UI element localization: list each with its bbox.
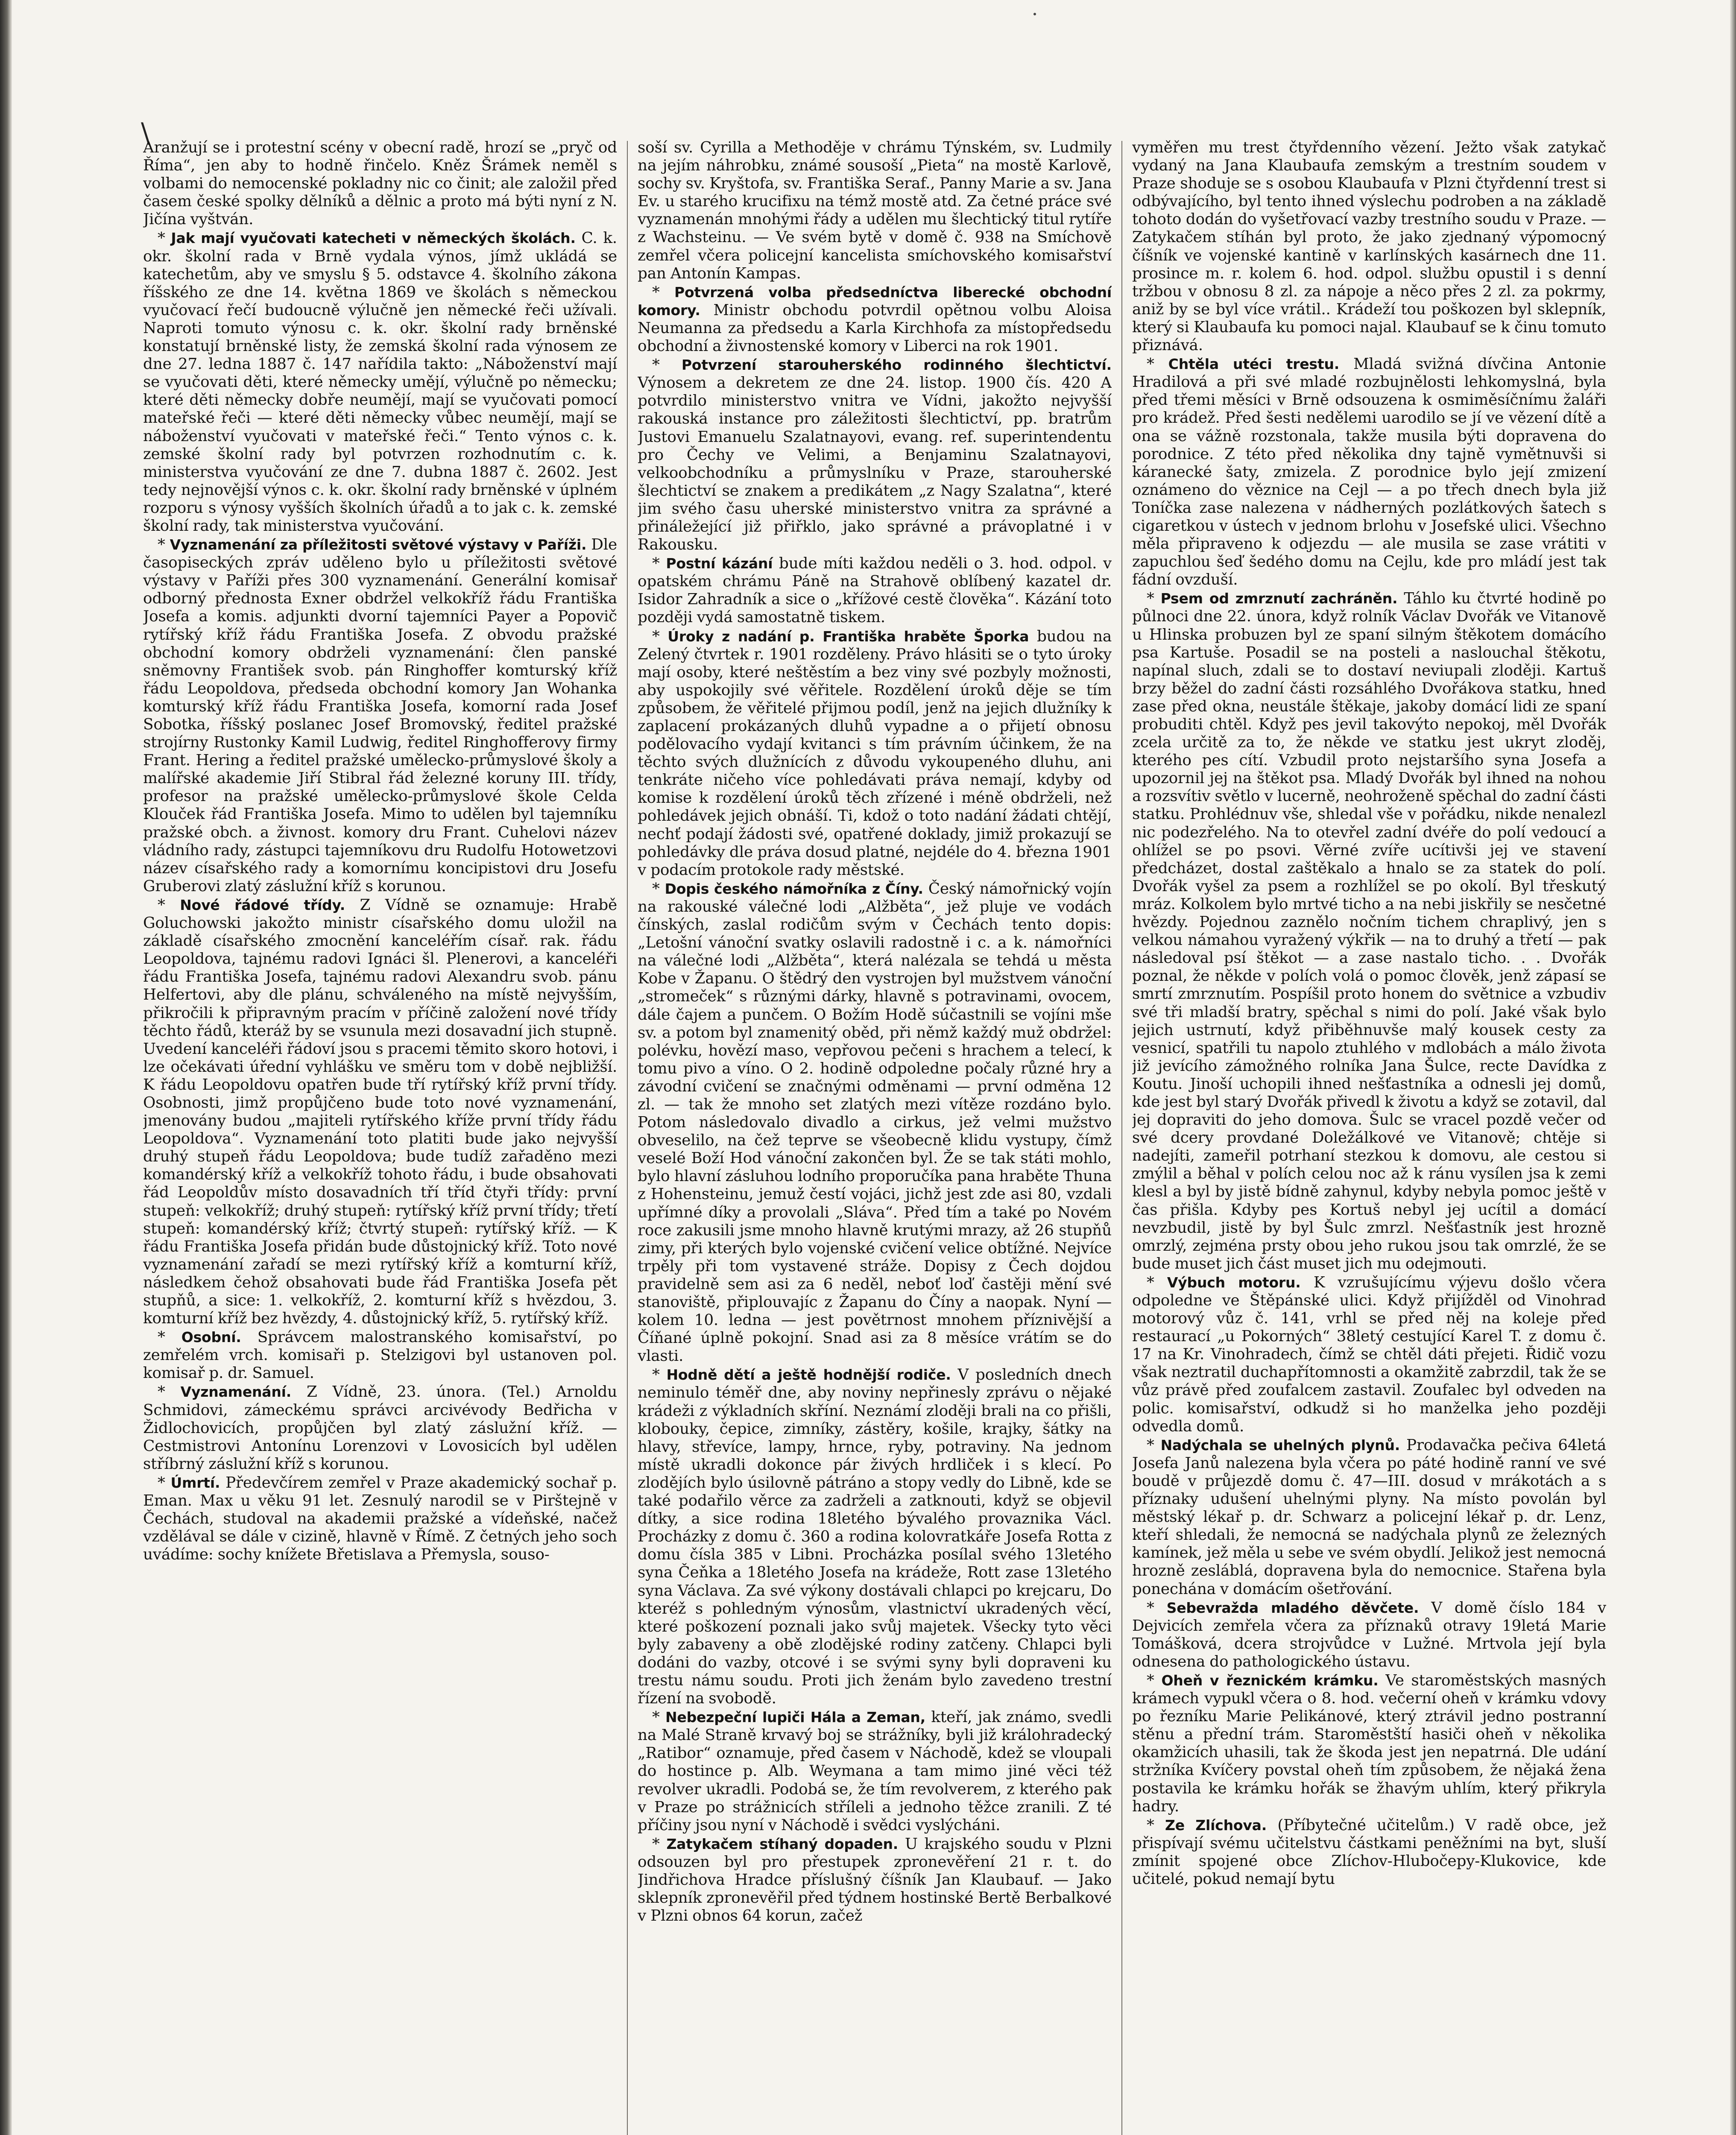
- article-paragraph: * Jak mají vyučovati katecheti v německých školách. C. k. okr. školní rada v Brně vydala výnos, jímž ukládá se katechetům, aby ve smyslu § 5. odstavce 4. školního zákona říšského ze dne 14. května 1869 ve školách s německou vyučovací řečí budoucně výlučně jen německé řeči užívali. Naproti tomuto výnosu c. k. okr. školní rady brněnské konstatují brněnské listy, že zemská školní rada výnosem ze dne 27. ledna 1887 č. 147 nařídila takto: „Náboženství mají se vyučovati děti, které německy umějí, výlučně po německu; které děti německy dobře neumějí, mají se vyučovati pomocí mateřské řeči — které děti německy vůbec neumějí, mají se náboženství vyučovati v mateřské řeči.“ Tento výnos c. k. zemské školní rady byl potvrzen rozhodnutím c. k. ministerstva vyučování ze dne 7. dubna 1887 č. 2602. Jest tedy nejnovější výnos c. k. okr. školní rady brněnské v úplném rozporu s výnosy vyšších školních úřadů a to jak c. k. zemské školní rady, tak ministerstva vyučování.: [143, 229, 617, 535]
- article-text: bude míti každou neděli o 3. hod. odpol. v opatském chrámu Páně na Strahově oblíbený kazatel dr. Isidor Zahradník a sice o „křížové cestě člověka“. Kázání toto později vydá samostatně tiskem.: [638, 555, 1112, 626]
- article-text: Výnosem a dekretem ze dne 24. listop. 1900 čís. 420 A potvrdilo ministerstvo vnitra ve Vídni, jakožto nejvyšší rakouská instance pro záležitosti šlechtictví, pp. bratrům Justovi Emanuelu Szalatnayovi, evang. ref. superintendentu pro Čechy ve Velimi, a Benjaminu Szalatnayovi, velkoobchodníku a průmyslníku v Praze, starouherské šlechtictví se znakem a predikátem „z Nagy Szalatna“, které jim svého času uherské ministerstvo vnitra za správné a přináležející již přiřklo, jako správné a právoplatné i v Rakousku.: [638, 374, 1112, 554]
- article-headline: Sebevražda mladého děvčete.: [1166, 1599, 1419, 1616]
- column-1: [143, 139, 617, 2135]
- article-headline: Výbuch motoru.: [1167, 1274, 1301, 1291]
- article-headline: Chtěla utéci trestu.: [1168, 356, 1340, 373]
- article-paragraph: * Osobní. Správcem malostranského komisařství, po zemřelém vrch. komisaři p. Stelzigovi byl ustanoven pol. komisař p. dr. Samuel.: [143, 1328, 617, 1382]
- column-3: [1132, 139, 1606, 2135]
- article-headline: Hodně dětí a ještě hodnější rodiče.: [666, 1366, 951, 1383]
- article-text: Ve staroměstských masných krámech vypukl včera o 8. hod. večerní oheň v krámku vdovy po řezníku Marie Pelikánové, který ztrávil jedno postranní stěnu a přední trám. Staroměstští hasiči oheň v několika okamžicích uhasili, tak že škoda jest jen nepatrná. Dle udání stržníka Kvíčery povstal oheň tím způsobem, že nějaká žena postavila ke krámku hořák se žhavým uhlím, který přikryla hadry.: [1132, 1671, 1606, 1815]
- article-paragraph: [143, 139, 617, 228]
- article-headline: Postní kázání: [666, 555, 773, 572]
- article-paragraph: * Nové řádové třídy. Z Vídně se oznamuje: Hrabě Goluchowski jakožto ministr císařského domu uložil na základě císařského zmocnění kanceléřím císař. rak. řádu Leopoldova, tajnému radovi Ignáci šl. Plenerovi, a kanceléři řádu Františka Josefa, tajnému radovi Alexandru svob. pánu Helfertovi, aby dle plánu, schváleného na místě nejvyšším, přikročili k připravným pracím v příčině založení nové třídy těchto řádů, kteráž by se vsunula mezi dosavadní jich stupně. Uvedení kanceléři řádoví jsou s pracemi těmito skoro hotovi, i lze očekávati úřední vyhlášku ve směru tom v době nejbližší. K řádu Leopoldovu opatřen bude tří rytířský kříž první třídy. Osobnosti, jimž propůjčeno bude toto nové vyznamenání, jmenovány budou „majiteli rytířského kříže první třídy řádu Leopoldova“. Vyznamenání toto platiti bude jako nejvyšší druhý stupeň řádu Leopoldova; bude tudíž zařaděno mezi komandérský kříž a velkokříž tohoto řádu, i bude obsahovati řád Leopoldův místo dosavadních tří tříd čtyři třídy: první stupeň: velkokříž; druhý stupeň: rytířský kříž první třídy; třetí stupeň: komandérský kříž; čtvrtý stupeň: rytířský kříž. — K řádu Františka Josefa přidán bude důstojnický kříž. Toto nové vyznamenání zařadí se mezi rytířský kříž a komturní kříž, následkem čehož obsahovati bude řád Františka Josefa pět stupňů, a sice: 1. velkokříž, 2. komturní kříž s hvězdou, 3. komturní kříž bez hvězdy, 4. důstojnický kříž, 5. rytířský kříž.: [143, 896, 617, 1328]
- article-paragraph: * Úmrtí. Předevčírem zemřel v Praze akademický sochař p. Eman. Max u věku 91 let. Zesnulý narodil se v Pirštejně v Čechách, studoval na akademii pražské a vídeňské, načež vzdělával se dále v cizině, hlavně v Římě. Z četných jeho soch uvádíme: sochy knížete Břetislava a Přemysla, souso-: [143, 1474, 617, 1564]
- article-paragraph: * Ze Zlíchova. (Příbytečné učitelům.) V radě obce, jež přispívají svému učitelstvu částkami peněžními na byt, sluší zmínit spojené obce Zlíchov-Hlubočepy-Klukovice, kde učitelé, pokud nemají bytu: [1132, 1816, 1606, 1888]
- article-text: V domě číslo 184 v Dejvicích zemřela včera za příznaků otravy 19letá Marie Tomášková, dcera strojvůdce v Lužné. Mrtvola její byla odnesena do pathologického ústavu.: [1132, 1599, 1606, 1670]
- article-paragraph: * Potvrzená volba předsedníctva liberecké obchodní komory. Ministr obchodu potvrdil opětnou volbu Aloisa Neumanna za předsedu a Karla Kirchhofa za místopředsedu obchodní a živnostenské komory v Liberci na rok 1901.: [638, 283, 1112, 355]
- article-paragraph: * Zatykačem stíhaný dopaden. U krajského soudu v Plzni odsouzen byl pro přestupek zpronevěření 21 r. t. do Jindřichova Hradce příslušný číšník Jan Klaubauf. — Jako sklepník zpronevěřil před týdnem hostinské Bertě Berbalkové v Plzni obnos 64 korun, začež: [638, 1835, 1112, 1925]
- article-paragraph: * Dopis českého námořníka z Číny. Český námořnický vojín na rakouské válečné lodi „Alžběta“, jež pluje ve vodách čínských, zaslal rodičům svým v Čechách tento dopis: „Letošní vánoční svatky oslavili radostně i c. a k. námořníci na válečné lodi „Alžběta“, která nalézala se tehdá u města Kobe v Žapanu. O štědrý den vystrojen byl mužstvem vánoční „stromeček“ s různými dárky, hlavně s potravinami, ovocem, dále čajem a punčem. O Božím Hodě súčastnili se vojíni mše sv. a potom byl znamenitý oběd, při němž každý muž obdržel: polévku, hovězí maso, vepřovou pečeni s hrachem a telecí, k tomu pivo a víno. O 2. hodině odpoledne počaly různé hry a závodní cvičení se značnými odměnami — první odměna 12 zl. — tak že mnoho set zlatých mezi vítěze rozdáno bylo. Potom následovalo divadlo a cirkus, jež velmi mužstvo obveselilo, na čež teprve se všeobecně klidu vystupy, čímž veselé Boží Hod vánoční zakončen byl. Že se tak státi mohlo, bylo hlavní zásluhou lodního proporučíka pana hraběte Thuna z Hohensteinu, jemuž čestí vojáci, jichž jest zde asi 80, vzdali upřímné díky a provolali „Sláva“. Před tím a také po Novém roce zakusili jsme mnoho hlavně krutými mrazy, až 26 stupňů zimy, při kterých bylo vojenské cvičení velice obtížné. Nejvíce trpěly při tom vystavené stráže. Dopisy z Čech dojdou pravidelně sem asi za 6 neděl, neboť loď častěji mění své stanoviště, připlouvajíc z Žapanu do Číny a naopak. Nyní — kolem 10. ledna — jest povětrnost mnohem příznivější a Číňané úplně pokojní. Snad asi za 8 měsíce vrátím se do vlasti.: [638, 880, 1112, 1365]
- article-headline: Úmrtí.: [170, 1474, 220, 1491]
- article-text: C. k. okr. školní rada v Brně vydala výnos, jímž ukládá se katechetům, aby ve smyslu § 5. odstavce 4. školního zákona říšského ze dne 14. května 1869 ve školách s německou vyučovací řečí budoucně výlučně jen německé řeči užívali. Naproti tomuto výnosu c. k. okr. školní rady brněnské konstatují brněnské listy, že zemská školní rada výnosem ze dne 27. ledna 1887 č. 147 nařídila takto: „Náboženství mají se vyučovati děti, které německy umějí, výlučně po německu; které děti německy dobře neumějí, mají se vyučovati pomocí mateřské řeči — které děti německy vůbec neumějí, mají se náboženství vyučovati v mateřské řeči.“ Tento výnos c. k. zemské školní rady byl potvrzen rozhodnutím c. k. ministerstva vyučování ze dne 7. dubna 1887 č. 2602. Jest tedy nejnovější výnos c. k. okr. školní rady brněnské v úplném rozporu s výnosy vyšších školních úřadů a to jak c. k. zemské školní rady, tak ministerstva vyučování.: [143, 229, 617, 535]
- article-text: Z Vídně se oznamuje: Hrabě Goluchowski jakožto ministr císařského domu uložil na základě císařského zmocnění kanceléřím císař. rak. řádu Leopoldova, tajnému radovi Ignáci šl. Plenerovi, a kanceléři řádu Františka Josefa, tajnému radovi Alexandru svob. pánu Helfertovi, aby dle plánu, schváleného na místě nejvyšším, přikročili k připravným pracím v příčině založení nové třídy těchto řádů, kteráž by se vsunula mezi dosavadní jich stupně. Uvedení kanceléři řádoví jsou s pracemi těmito skoro hotovi, i lze očekávati úřední vyhlášku ve směru tom v době nejbližší. K řádu Leopoldovu opatřen bude tří rytířský kříž první třídy. Osobnosti, jimž propůjčeno bude toto nové vyznamenání, jmenovány budou „majiteli rytířského kříže první třídy řádu Leopoldova“. Vyznamenání toto platiti bude jako nejvyšší druhý stupeň řádu Leopoldova; bude tudíž zařaděno mezi komandérský kříž a velkokříž tohoto řádu, i bude obsahovati řád Leopoldův místo dosavadních tří tříd čtyři třídy: první stupeň: velkokříž; druhý stupeň: rytířský kříž první třídy; třetí stupeň: komandérský kříž; čtvrtý stupeň: rytířský kříž. — K řádu Františka Josefa přidán bude důstojnický kříž. Toto nové vyznamenání zařadí se mezi rytířský kříž a komturní kříž, následkem čehož obsahovati bude řád Františka Josefa pět stupňů, a sice: 1. velkokříž, 2. komturní kříž s hvězdou, 3. komturní kříž bez hvězdy, 4. důstojnický kříž, 5. rytířský kříž.: [143, 896, 617, 1328]
- article-headline: Nebezpeční lupiči Hála a Zeman,: [665, 1709, 926, 1726]
- article-headline: Dopis českého námořníka z Číny.: [665, 880, 923, 897]
- article-text: Ministr obchodu potvrdil opětnou volbu Aloisa Neumanna za předsedu a Karla Kirchhofa za místopředsedu obchodní a živnostenské komory v Liberci na rok 1901.: [638, 301, 1112, 355]
- article-paragraph: * Psem od zmrznutí zachráněn. Táhlo ku čtvrté hodině po půlnoci dne 22. února, když rolník Václav Dvořák ve Vitanově u Hlinska probuzen byl ze spaní silným štěkotem domácího psa Kartuše. Posadil se na posteli a naslouchal štěkotu, napínal sluch, zdali se to dostaví neviupali zloději. Kartuš brzy běžel do zadní části rozsáhlého Dvořákova statku, hned zase před okna, neustále štěkaje, jakoby domácí lidi ze spaní probuditi chtěl. Když pes jevil takovýto nepokoj, měl Dvořák zcela určitě za to, že někde ve statku jest ukryt zloděj, kterého pes cítí. Vzbudil proto nejstaršího syna Josefa a upozornil jej na štěkot psa. Mladý Dvořák byl ihned na nohou a rozsvítiv světlo v lucerně, neohroženě spěchal do zadní části statku. Prohlédnuv vše, shledal vše v pořádku, nikde nenalezl nic podezřelého. Na to otevřel zadní dvéře do polí vedoucí a ohlížel se po psovi. Věrné zvíře ucítivši jej ve stavení předcházet, dostal zaštěkalo a hnalo se za statek do polí. Dvořák vyšel za psem a rozhlížel se po okolí. Byl třeskutý mráz. Kolkolem bylo mrtvé ticho a na nebi jiskřily se nesčetné hvězdy. Pojednou zaznělo nočním tichem chraplivý, jen s velkou námahou vyražený výkřik — na to druhý a třetí — pak následoval psí štěkot — a zase nastalo ticho. . . Dvořák poznal, že někde v polích volá o pomoc člověk, jenž zápasí se smrtí zmrznutím. Pospíšil proto honem do světnice a vzbudiv své tři mladší bratry, spěchal s nimi do polí. Jaké však bylo jejich ustrnutí, když přiběhnuvše malý kousek cesty za vesnicí, spatřili tu napolo ztuhlého v mdlobách a málo života již jevícího zámožného rolníka Jana Šulce, recte Davídka z Koutu. Jinoší uchopili ihned nešťastníka a odnesli jej domů, kde jest byl starý Dvořák přivedl k životu a když se zotavil, dal jej dopraviti do jeho domova. Šulc se vracel pozdě večer od své dcery provdané Doležálkové ve Vitanově; chtěje si nadejíti, zameřil potrhaní stezkou k domovu, ale cestou si zmýlil a běhal v polích celou noc až k ránu vysílen jsa k zemi klesl a byl by jistě bídně zahynul, kdyby nebyla pomoc ještě v čas přišla. Kdyby pes Kortuš nebyl jej ucítil a domácí nevzbudil, jistě by byl Šulc zmrzl. Nešťastník jest hrozně omrzlý, zejména prsty obou jeho rukou jsou tak omrzlé, že se bude muset jich část muset jich mu odejmouti.: [1132, 590, 1606, 1272]
- article-headline: Zatykačem stíhaný dopaden.: [666, 1835, 899, 1852]
- article-paragraph: * Výbuch motoru. K vzrušujícímu výjevu došlo včera odpoledne ve Štěpánské ulici. Když přijížděl od Vinohrad motorový vůz č. 141, vrhl se před něj na koleje před restaurací „u Pokorných“ 38letý cestující Karel T. z domu č. 17 na Kr. Vinohradech, čímž se chtěl dáti přejeti. Řidič vozu však neztratil duchapřítomnosti a okamžitě zabrzdil, tak že se vůz právě před zoufalcem zastavil. Zoufalec byl odveden na polic. komisařství, odkudž si ho manželka jeho později odvedla domů.: [1132, 1273, 1606, 1435]
- article-text: Dle časopiseckých zpráv uděleno bylo u příležitosti světové výstavy v Paříži přes 300 vyznamenání. Generální komisař odborný přednosta Exner obdržel velkokříž řádu Františka Josefa a komis. adjunkti dvorní tajemníci Payer a Popovič rytířský kříž řádu Františka Josefa. Z obvodu pražské obchodní komory obdrželi vyznamenání: člen panské sněmovny František svob. pán Ringhoffer komturský kříž řádu Leopoldova, předseda obchodní komory Jan Wohanka komturský kříž řádu Františka Josefa, komorní rada Josef Sobotka, říšský poslanec Josef Bromovský, ředitel pražské strojírny Rustonky Kamil Ludwig, ředitel Ringhofferovy firmy Frant. Hering a ředitel pražské umělecko-průmyslové školy a malířské akademie Jiří Stibral řád železné koruny III. třídy, profesor na pražské umělecko-průmyslové škole Celda Klouček řád Františka Josefa. Mimo to udělen byl tajemníku pražské obch. a živnost. komory dru Frant. Cuhelovi název vládního rady, zástupci tajemníkovu dru Rudolfu Hotowetzovi název císařského rady a komornímu koncipistovi dru Josefu Gruberovi zlatý záslužní kříž s korunou.: [143, 536, 617, 895]
- article-text: K vzrušujícímu výjevu došlo včera odpoledne ve Štěpánské ulici. Když přijížděl od Vinohrad motorový vůz č. 141, vrhl se před něj na koleje před restaurací „u Pokorných“ 38letý cestující Karel T. z domu č. 17 na Kr. Vinohradech, čímž se chtěl dáti přejeti. Řidič vozu však neztratil duchapřítomnosti a okamžitě zabrzdil, tak že se vůz právě před zoufalcem zastavil. Zoufalec byl odveden na polic. komisařství, odkudž si ho manželka jeho později odvedla domů.: [1132, 1273, 1606, 1435]
- article-text: U krajského soudu v Plzni odsouzen byl pro přestupek zpronevěření 21 r. t. do Jindřichova Hradce příslušný číšník Jan Klaubauf. — Jako sklepník zpronevěřil před týdnem hostinské Bertě Berbalkové v Plzni obnos 64 korun, začež: [638, 1835, 1112, 1925]
- article-text: kteří, jak známo, svedli na Malé Straně krvavý boj se strážníky, byli již králohradecký „Ratibor“ oznamuje, před časem v Náchodě, kdež se vloupali do hostince p. Alb. Weymana a tam mimo jiné věci též revolver ukradli. Podobá se, že tím revolverem, z kterého pak v Praze po strážnicích stříleli a jednoho těžce zranili. Z té příčiny jsou nyní v Náchodě i svědci vyslýcháni.: [638, 1708, 1112, 1834]
- article-paragraph: * Vyznamenání za příležitosti světové výstavy v Paříži. Dle časopiseckých zpráv uděleno bylo u příležitosti světové výstavy v Paříži přes 300 vyznamenání. Generální komisař odborný přednosta Exner obdržel velkokříž řádu Františka Josefa a komis. adjunkti dvorní tajemníci Payer a Popovič rytířský kříž řádu Františka Josefa. Z obvodu pražské obchodní komory obdrželi vyznamenání: člen panské sněmovny František svob. pán Ringhoffer komturský kříž řádu Leopoldova, předseda obchodní komory Jan Wohanka komturský kříž řádu Františka Josefa, komorní rada Josef Sobotka, říšský poslanec Josef Bromovský, ředitel pražské strojírny Rustonky Kamil Ludwig, ředitel Ringhofferovy firmy Frant. Hering a ředitel pražské umělecko-průmyslové školy a malířské akademie Jiří Stibral řád železné koruny III. třídy, profesor na pražské umělecko-průmyslové škole Celda Klouček řád Františka Josefa. Mimo to udělen byl tajemníku pražské obch. a živnost. komory dru Frant. Cuhelovi název vládního rady, zástupci tajemníkovu dru Rudolfu Hotowetzovi název císařského rady a komornímu koncipistovi dru Josefu Gruberovi zlatý záslužní kříž s korunou.: [143, 536, 617, 895]
- article-headline: Potvrzená volba předsedníctva liberecké obchodní komory.: [638, 284, 1112, 319]
- article-headline: Úroky z nadání p. Františka hraběte Šporka: [667, 628, 1029, 645]
- print-speck: [1033, 13, 1036, 15]
- article-text: Český námořnický vojín na rakouské válečné lodi „Alžběta“, jež pluje ve vodách čínských, zaslal rodičům svým v Čechách tento dopis: „Letošní vánoční svatky oslavili radostně i c. a k. námořníci na válečné lodi „Alžběta“, která nalézala se tehdá u města Kobe v Žapanu. O štědrý den vystrojen byl mužstvem vánoční „stromeček“ s různými dárky, hlavně s potravinami, ovocem, dále čajem a punčem. O Božím Hodě súčastnili se vojíni mše sv. a potom byl znamenitý oběd, při němž každý muž obdržel: polévku, hovězí maso, vepřovou pečeni s hrachem a telecí, k tomu pivo a víno. O 2. hodině odpoledne počaly různé hry a závodní cvičení se značnými odměnami — první odměna 12 zl. — tak že mnoho set zlatých mezi vítěze rozdáno bylo. Potom následovalo divadlo a cirkus, jež velmi mužstvo obveselilo, na čež teprve se všeobecně klidu vystupy, čímž veselé Boží Hod vánoční zakončen byl. Že se tak státi mohlo, bylo hlavní zásluhou lodního proporučíka pana hraběte Thuna z Hohensteinu, jemuž čestí vojáci, jichž jest zde asi 80, vzdali upřímné díky a provolali „Sláva“. Před tím a také po Novém roce zakusili jsme mnoho hlavně krutými mrazy, až 26 stupňů zimy, při kterých bylo vojenské cvičení velice obtížné. Nejvíce trpěly při tom vystavené stráže. Dopisy z Čech dojdou pravidelně sem asi za 6 neděl, neboť loď častěji mění své stanoviště, připlouvajíc z Žapanu do Číny a naopak. Nyní — kolem 10. ledna — jest povětrnost mnohem příznivější a Číňané úplně pokojní. Snad asi za 8 měsíce vrátím se do vlasti.: [638, 880, 1112, 1365]
- article-headline: Psem od zmrznutí zachráněn.: [1160, 590, 1398, 607]
- article-headline: Jak mají vyučovati katecheti v německých školách.: [171, 230, 576, 247]
- article-text: (Příbytečné učitelům.) V radě obce, jež přispívají svému učitelstvu částkami peněžními na byt, sluší zmínit spojené obce Zlíchov-Hlubočepy-Klukovice, kde učitelé, pokud nemají bytu: [1132, 1816, 1606, 1888]
- article-paragraph: [638, 139, 1112, 283]
- article-paragraph: * Hodně dětí a ještě hodnější rodiče. V posledních dnech neminulo téměř dne, aby noviny nepřinesly zprávu o nějaké krádeži z výkladních skříní. Neznámí zloději brali na co přišli, klobouky, čepice, zimníky, zástěry, košile, krajky, šátky na hlavy, střevíce, lampy, hrnce, ryby, potraviny. Na jednom místě ukradli dokonce pár živých hrdliček i s klecí. Po zlodějích bylo úsilovně pátráno a stopy vedly do Libně, kde se také podařilo věrce za zadrželi a zatknouti, když se objevil dítky, a sice rodina 18letého bývalého provaznika Václ. Procházky z domu č. 360 a rodina kolovratkáře Josefa Rotta z domu čísla 385 v Libni. Procházka posílal svého 13letého syna Čeňka a 18letého Josefa na krádeže, Rott zase 13letého syna Václava. Za své výkony dostávali chlapci po krejcaru, Do kteréž s pohledným výnosům, vlastnictví ukradených věcí, které poškození poznali jako svůj majetek. Všecky tyto věci byly zabaveny a obě zlodějské rodiny zatčeny. Chlapci byli dodáni do vazby, otcové i se svými syny byli dopraveni ku trestu námu soudu. Proti jich ženám bylo zavedeno trestní řízení na svobodě.: [638, 1366, 1112, 1708]
- article-text: budou na Zelený čtvrtek r. 1901 rozděleny. Právo hlásiti se o tyto úroky mají osoby, které neštěstím a bez viny své pozbyly možnosti, aby uspokojily své věřitele. Rozdělení úroků děje se tím způsobem, že věřitelé přijmou podíl, jenž na jejich dlužníky k zaplacení prokázaných dluhů vypadne a o přijetí obnosu podělovacího vydají kvitanci s tím právním účinkem, že na těchto svých dlužnících z důvodu vykoupeného dluhu, ani tenkráte ničeho více pohledávati práva nemají, kdyby od komise k rozdělení úroků těch zřízené i méně obdrželi, než pohledávek jejich obnáší. Ti, kdož o toto nadání žádati chtějí, nechť podají žádosti své, opatřené doklady, jimiž prokazují se pohledávky dle práva dosud platné, nejdéle do 4. března 1901 v podacím protokole rady městské.: [638, 627, 1112, 879]
- article-paragraph: * Vyznamenání. Z Vídně, 23. února. (Tel.) Arnoldu Schmidovi, zámeckému správci arcivévody Bedřicha v Židlochovicích, propůjčen byl zlatý záslužní kříž. — Cestmistrovi Antonínu Lorenzovi v Lovosicích byl udělen stříbrný záslužní kříž s korunou.: [143, 1383, 617, 1473]
- article-columns: [143, 139, 1604, 2135]
- article-headline: Vyznamenání.: [180, 1383, 292, 1401]
- article-paragraph: * Úroky z nadání p. Františka hraběte Šporka budou na Zelený čtvrtek r. 1901 rozděleny. Právo hlásiti se o tyto úroky mají osoby, které neštěstím a bez viny své pozbyly možnosti, aby uspokojily své věřitele. Rozdělení úroků děje se tím způsobem, že věřitelé přijmou podíl, jenž na jejich dlužníky k zaplacení prokázaných dluhů vypadne a o přijetí obnosu podělovacího vydají kvitanci s tím právním účinkem, že na těchto svých dlužnících z důvodu vykoupeného dluhu, ani tenkráte ničeho více pohledávati práva nemají, kdyby od komise k rozdělení úroků těch zřízené i méně obdrželi, než pohledávek jejich obnáší. Ti, kdož o toto nadání žádati chtějí, nechť podají žádosti své, opatřené doklady, jimiž prokazují se pohledávky dle práva dosud platné, nejdéle do 4. března 1901 v podacím protokole rady městské.: [638, 627, 1112, 879]
- article-headline: Osobní.: [181, 1329, 241, 1346]
- article-paragraph: * Chtěla utéci trestu. Mladá svižná dívčina Antonie Hradilová a při své mladé rozbujnělosti lehkomyslná, byla před třemi měsíci v Brně odsouzena k osmiměsíčnímu žaláři pro krádež. Před šesti nedělemi uarodilo se jí ve vězení dítě a ona se vážně rozstonala, takže musila býti dopravena do porodnice. Z této před několika dny tajně vymětnuvši si káranecké šaty, zmizela. Z porodnice bylo její zmizení oznámeno do věznice na Cejl — a po třech dnech byla již Toníčka zase nalezena v nádherných pozlátkových šatech s cigaretkou v ústech v jednom brlohu v Josefské ulici. Všechno měla připraveno k odjezdu — ale musila se zase vrátiti v zapuchlou šeď šedého domu na Cejlu, kde pro mládí jest tak fádní ovzduší.: [1132, 355, 1606, 589]
- article-headline: Potvrzení starouherského rodinného šlechtictví.: [681, 357, 1112, 374]
- article-headline: Nové řádové třídy.: [180, 896, 345, 913]
- article-headline: Oheň v řeznickém krámku.: [1161, 1672, 1379, 1689]
- article-headline: Nadýchala se uhelných plynů.: [1160, 1436, 1400, 1454]
- article-text: Mladá svižná dívčina Antonie Hradilová a při své mladé rozbujnělosti lehkomyslná, byla před třemi měsíci v Brně odsouzena k osmiměsíčnímu žaláři pro krádež. Před šesti nedělemi uarodilo se jí ve vězení dítě a ona se vážně rozstonala, takže musila býti dopravena do porodnice. Z této před několika dny tajně vymětnuvši si káranecké šaty, zmizela. Z porodnice bylo její zmizení oznámeno do věznice na Cejl — a po třech dnech byla již Toníčka zase nalezena v nádherných pozlátkových šatech s cigaretkou v ústech v jednom brlohu v Josefské ulici. Všechno měla připraveno k odjezdu — ale musila se zase vrátiti v zapuchlou šeď šedého domu na Cejlu, kde pro mládí jest tak fádní ovzduší.: [1132, 355, 1606, 589]
- margin-mark: \: [141, 117, 150, 149]
- page-right-edge: [1730, 0, 1736, 2135]
- article-text: Z Vídně, 23. února. (Tel.) Arnoldu Schmidovi, zámeckému správci arcivévody Bedřicha v Židlochovicích, propůjčen byl zlatý záslužní kříž. — Cestmistrovi Antonínu Lorenzovi v Lovosicích byl udělen stříbrný záslužní kříž s korunou.: [143, 1383, 617, 1473]
- article-paragraph: * Nebezpeční lupiči Hála a Zeman, kteří, jak známo, svedli na Malé Straně krvavý boj se strážníky, byli již králohradecký „Ratibor“ oznamuje, před časem v Náchodě, kdež se vloupali do hostince p. Alb. Weymana a tam mimo jiné věci též revolver ukradli. Podobá se, že tím revolverem, z kterého pak v Praze po strážnicích stříleli a jednoho těžce zranili. Z té příčiny jsou nyní v Náchodě i svědci vyslýcháni.: [638, 1708, 1112, 1834]
- article-text: Předevčírem zemřel v Praze akademický sochař p. Eman. Max u věku 91 let. Zesnulý narodil se v Pirštejně v Čechách, studoval na akademii pražské a vídeňské, načež vzdělával se dále v cizině, hlavně v Římě. Z četných jeho soch uvádíme: sochy knížete Břetislava a Přemysla, souso-: [143, 1474, 617, 1564]
- article-headline: Ze Zlíchova.: [1165, 1816, 1267, 1834]
- article-text: Aranžují se i protestní scény v obecní radě, hrozí se „pryč od Říma“, jen aby to hodně řinčelo. Kněz Šrámek neměl s volbami do nemocenské pokladny nic co činit; ale založil před časem české spolky dělníků a dělnic a proto má býti nyní z N. Jičína vyštván.: [143, 139, 617, 228]
- column-2: [638, 139, 1112, 2135]
- article-paragraph: * Potvrzení starouherského rodinného šlechtictví. Výnosem a dekretem ze dne 24. listop. 1900 čís. 420 A potvrdilo ministerstvo vnitra ve Vídni, jakožto nejvyšší rakouská instance pro záležitosti šlechtictví, pp. bratrům Justovi Emanuelu Szalatnayovi, evang. ref. superintendentu pro Čechy ve Velimi, a Benjaminu Szalatnayovi, velkoobchodníku a průmyslníku v Praze, starouherské šlechtictví se znakem a predikátem „z Nagy Szalatna“, které jim svého času uherské ministerstvo vnitra za správné a přináležející již přiřklo, jako správné a právoplatné i v Rakousku.: [638, 356, 1112, 554]
- article-paragraph: * Nadýchala se uhelných plynů. Prodavačka pečiva 64letá Josefa Janů nalezena byla včera po páté hodině ranní ve své boudě v průjezdě domu č. 47—III. dosud v mrákotách a s příznaky udušení uhelnými plyny. Na místo povolán byl městský lékař p. dr. Schwarz a policejní lékař p. dr. Lenz, kteří shledali, že nemocná se nadýchala plynů ze železných kamínek, jež měla u sebe ve svém obydlí. Jelikož jest nemocná hrozně zesláblá, dopravena byla do nemocnice. Stařena byla ponechána v domácím ošetřování.: [1132, 1436, 1606, 1598]
- article-text: vyměřen mu trest čtyřdenního vězení. Ježto však zatykač vydaný na Jana Klaubaufa zemským a trestním soudem v Praze shoduje se s osobou Klaubaufa v Plzni čtyřdenní trest si odbývajícího, byl tento ihned výslechu podroben a na základě tohoto dodán do vyšetřovací vazby trestního soudu v Praze. — Zatykačem stíhán byl proto, že jako zjednaný výpomocný číšník ve vojenské kantině v karlínských kasárnech dne 11. prosince m. r. kolem 6. hod. odpol. službu opustil i s denní tržbou v obnosu 8 zl. za nápoje a něco přes 2 zl. za pokrmy, aniž by se byl více vrátil.. Krádeží tou poškozen byl sklepník, který si Klaubaufa ku pomoci najal. Klaubauf se k činu tomuto přiznává.: [1132, 139, 1606, 354]
- article-text: Prodavačka pečiva 64letá Josefa Janů nalezena byla včera po páté hodině ranní ve své boudě v průjezdě domu č. 47—III. dosud v mrákotách a s příznaky udušení uhelnými plyny. Na místo povolán byl městský lékař p. dr. Schwarz a policejní lékař p. dr. Lenz, kteří shledali, že nemocná se nadýchala plynů ze železných kamínek, jež měla u sebe ve svém obydlí. Jelikož jest nemocná hrozně zesláblá, dopravena byla do nemocnice. Stařena byla ponechána v domácím ošetřování.: [1132, 1436, 1606, 1598]
- article-paragraph: * Sebevražda mladého děvčete. V domě číslo 184 v Dejvicích zemřela včera za příznaků otravy 19letá Marie Tomášková, dcera strojvůdce v Lužné. Mrtvola její byla odnesena do pathologického ústavu.: [1132, 1599, 1606, 1670]
- article-text: Správcem malostranského komisařství, po zemřelém vrch. komisaři p. Stelzigovi byl ustanoven pol. komisař p. dr. Samuel.: [143, 1328, 617, 1382]
- article-paragraph: * Postní kázání bude míti každou neděli o 3. hod. odpol. v opatském chrámu Páně na Strahově oblíbený kazatel dr. Isidor Zahradník a sice o „křížové cestě člověka“. Kázání toto později vydá samostatně tiskem.: [638, 555, 1112, 626]
- article-text: Táhlo ku čtvrté hodině po půlnoci dne 22. února, když rolník Václav Dvořák ve Vitanově u Hlinska probuzen byl ze spaní silným štěkotem domácího psa Kartuše. Posadil se na posteli a naslouchal štěkotu, napínal sluch, zdali se to dostaví neviupali zloději. Kartuš brzy běžel do zadní části rozsáhlého Dvořákova statku, hned zase před okna, neustále štěkaje, jakoby domácí lidi ze spaní probuditi chtěl. Když pes jevil takovýto nepokoj, měl Dvořák zcela určitě za to, že někde ve statku jest ukryt zloděj, kterého pes cítí. Vzbudil proto nejstaršího syna Josefa a upozornil jej na štěkot psa. Mladý Dvořák byl ihned na nohou a rozsvítiv světlo v lucerně, neohroženě spěchal do zadní části statku. Prohlédnuv vše, shledal vše v pořádku, nikde nenalezl nic podezřelého. Na to otevřel zadní dvéře do polí vedoucí a ohlížel se po psovi. Věrné zvíře ucítivši jej ve stavení předcházet, dostal zaštěkalo a hnalo se za statek do polí. Dvořák vyšel za psem a rozhlížel se po okolí. Byl třeskutý mráz. Kolkolem bylo mrtvé ticho a na nebi jiskřily se nesčetné hvězdy. Pojednou zaznělo nočním tichem chraplivý, jen s velkou námahou vyražený výkřik — na to druhý a třetí — pak následoval psí štěkot — a zase nastalo ticho. . . Dvořák poznal, že někde v polích volá o pomoc člověk, jenž zápasí se smrtí zmrznutím. Pospíšil proto honem do světnice a vzbudiv své tři mladší bratry, spěchal s nimi do polí. Jaké však bylo jejich ustrnutí, když přiběhnuvše malý kousek cesty za vesnicí, spatřili tu napolo ztuhlého v mdlobách a málo života již jevícího zámožného rolníka Jana Šulce, recte Davídka z Koutu. Jinoší uchopili ihned nešťastníka a odnesli jej domů, kde jest byl starý Dvořák přivedl k životu a když se zotavil, dal jej dopraviti do jeho domova. Šulc se vracel pozdě večer od své dcery provdané Doležálkové ve Vitanově; chtěje si nadejíti, zameřil potrhaní stezkou k domovu, ale cestou si zmýlil a běhal v polích celou noc až k ránu vysílen jsa k zemi klesl a byl by jistě bídně zahynul, kdyby nebyla pomoc ještě v čas přišla. Kdyby pes Kortuš nebyl jej ucítil a domácí nevzbudil, jistě by byl Šulc zmrzl. Nešťastník jest hrozně omrzlý, zejména prsty obou jeho rukou jsou tak omrzlé, že se bude muset jich část muset jich mu odejmouti.: [1132, 590, 1606, 1272]
- article-text: soší sv. Cyrilla a Methoděje v chrámu Týnském, sv. Ludmily na jejím náhrobku, známé sousoší „Pieta“ na mostě Karlově, sochy sv. Kryštofa, sv. Františka Seraf., Panny Marie a sv. Jana Ev. u starého krucifixu na témž mostě atd. Za četné práce své vyznamenán mnohými řády a udělen mu šlechtický titul rytíře z Wachsteinu. — Ve svém bytě v domě č. 938 na Smíchově zemřel včera policejní kancelista smíchovského komisařství pan Antonín Kampas.: [638, 139, 1112, 282]
- page-left-edge: [0, 0, 12, 2135]
- article-paragraph: * Oheň v řeznickém krámku. Ve staroměstských masných krámech vypukl včera o 8. hod. večerní oheň v krámku vdovy po řezníku Marie Pelikánové, který ztrávil jedno postranní stěnu a přední trám. Staroměstští hasiči oheň v několika okamžicích uhasili, tak že škoda jest jen nepatrná. Dle udání stržníka Kvíčery povstal oheň tím způsobem, že nějaká žena postavila ke krámku hořák se žhavým uhlím, který přikryla hadry.: [1132, 1671, 1606, 1815]
- article-paragraph: [1132, 139, 1606, 354]
- article-text: V posledních dnech neminulo téměř dne, aby noviny nepřinesly zprávu o nějaké krádeži z výkladních skříní. Neznámí zloději brali na co přišli, klobouky, čepice, zimníky, zástěry, košile, krajky, šátky na hlavy, střevíce, lampy, hrnce, ryby, potraviny. Na jednom místě ukradli dokonce pár živých hrdliček i s klecí. Po zlodějích bylo úsilovně pátráno a stopy vedly do Libně, kde se také podařilo věrce za zadrželi a zatknouti, když se objevil dítky, a sice rodina 18letého bývalého provaznika Václ. Procházky z domu č. 360 a rodina kolovratkáře Josefa Rotta z domu čísla 385 v Libni. Procházka posílal svého 13letého syna Čeňka a 18letého Josefa na krádeže, Rott zase 13letého syna Václava. Za své výkony dostávali chlapci po krejcaru, Do kteréž s pohledným výnosům, vlastnictví ukradených věcí, které poškození poznali jako svůj majetek. Všecky tyto věci byly zabaveny a obě zlodějské rodiny zatčeny. Chlapci byli dodáni do vazby, otcové i se svými syny byli dopraveni ku trestu námu soudu. Proti jich ženám bylo zavedeno trestní řízení na svobodě.: [638, 1366, 1112, 1708]
- article-headline: Vyznamenání za příležitosti světové výstavy v Paříži.: [170, 536, 587, 553]
